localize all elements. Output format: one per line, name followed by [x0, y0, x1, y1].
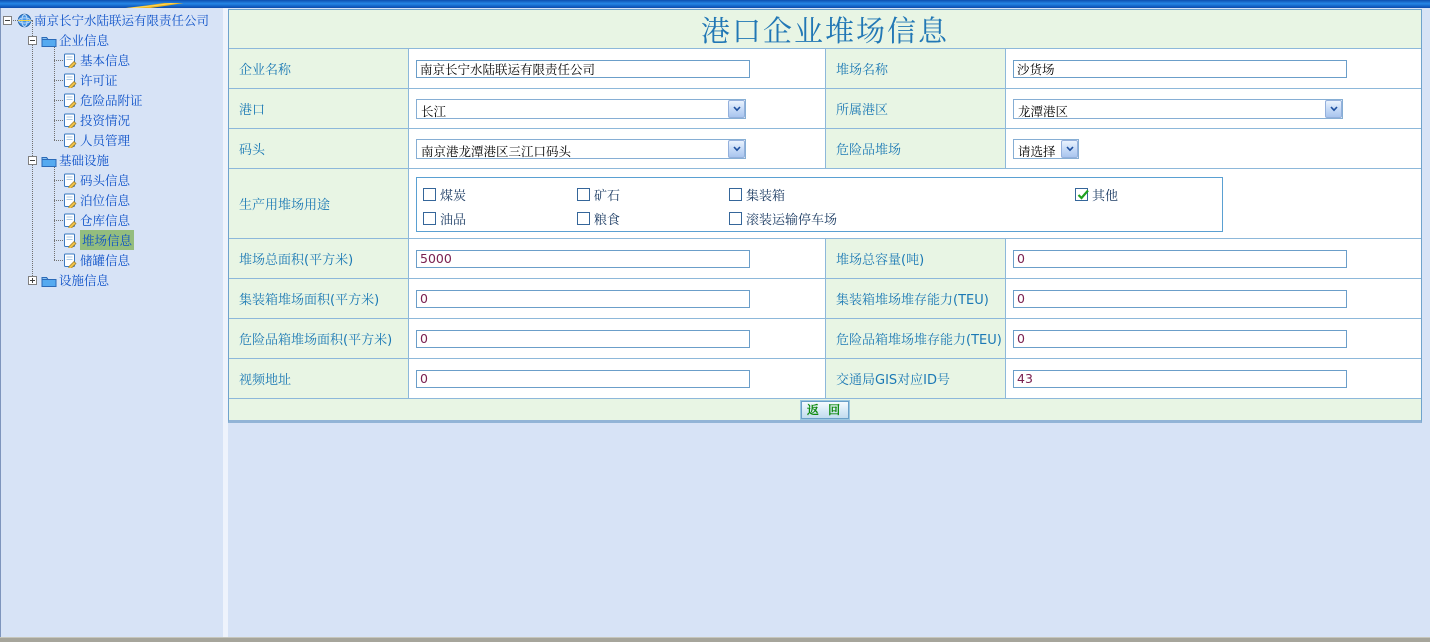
- chevron-down-icon[interactable]: [1325, 100, 1342, 118]
- expand-plus-icon[interactable]: [28, 276, 37, 285]
- dangerous-yard-label: 危险品堆场: [826, 129, 1006, 168]
- checkbox-icon[interactable]: [729, 212, 742, 225]
- usage-option-coal[interactable]: [423, 185, 466, 204]
- gis-id-label: 交通局GIS对应ID号: [826, 359, 1006, 398]
- top-banner-strip: [0, 0, 1430, 8]
- yard-info-form: [228, 9, 1422, 423]
- tree-connector: [54, 120, 63, 121]
- document-edit-icon: [63, 233, 78, 248]
- checkbox-icon[interactable]: [423, 188, 436, 201]
- tree-item-tank-info[interactable]: [63, 250, 130, 270]
- total-capacity-input[interactable]: [1013, 250, 1347, 268]
- tree-group-label[interactable]: 设施信息: [59, 273, 110, 288]
- port-select[interactable]: [416, 99, 746, 119]
- checkbox-label: 煤炭: [440, 189, 467, 204]
- usage-option-grain[interactable]: [577, 209, 620, 228]
- checkbox-label: 集装箱: [746, 189, 786, 204]
- total-capacity-label: 堆场总容量(吨): [826, 239, 1006, 278]
- tree-item-warehouse-info[interactable]: [63, 210, 130, 230]
- port-area-select-value: 龙潭港区: [1018, 103, 1069, 118]
- collapse-expander-icon[interactable]: [3, 16, 12, 25]
- document-edit-icon: [63, 253, 78, 268]
- gis-id-input[interactable]: [1013, 370, 1347, 388]
- dangerous-yard-select[interactable]: [1013, 139, 1079, 159]
- document-edit-icon: [63, 53, 78, 68]
- dg-capacity-input[interactable]: [1013, 330, 1347, 348]
- company-name-label: 企业名称: [229, 49, 409, 88]
- form-row-port: [229, 89, 1421, 129]
- wharf-label: 码头: [229, 129, 409, 168]
- form-row-usage: [229, 169, 1421, 239]
- folder-icon: [41, 154, 57, 167]
- tree-connector: [54, 180, 63, 181]
- video-url-label: 视频地址: [229, 359, 409, 398]
- tree-connector: [54, 140, 63, 141]
- container-area-input[interactable]: [416, 290, 750, 308]
- document-edit-icon: [63, 193, 78, 208]
- tree-item-label[interactable]: 投资情况: [80, 113, 131, 128]
- port-area-select[interactable]: [1013, 99, 1343, 119]
- tree-item-wharf-info[interactable]: [63, 170, 130, 190]
- usage-checkbox-group: [416, 177, 1223, 232]
- port-select-value: 长江: [421, 103, 447, 118]
- tree-group-facility-info[interactable]: [28, 270, 109, 290]
- dg-area-label: 危险品箱堆场面积(平方米): [229, 319, 409, 358]
- form-row-video-gis: [229, 359, 1421, 399]
- checkbox-icon[interactable]: [423, 212, 436, 225]
- tree-group-label[interactable]: 企业信息: [59, 33, 110, 48]
- form-button-row: [229, 399, 1421, 420]
- collapse-expander-icon[interactable]: [28, 156, 37, 165]
- usage-option-oil[interactable]: [423, 209, 466, 228]
- checkbox-icon[interactable]: [577, 212, 590, 225]
- document-edit-icon: [63, 73, 78, 88]
- form-row-container: [229, 279, 1421, 319]
- tree-item-dangerous-goods-cert[interactable]: [63, 90, 143, 110]
- wharf-select-value: 南京港龙潭港区三江口码头: [421, 143, 572, 158]
- tree-item-investment[interactable]: [63, 110, 130, 130]
- company-name-input[interactable]: [416, 60, 750, 78]
- tree-item-berth-info[interactable]: [63, 190, 130, 210]
- wharf-select[interactable]: [416, 139, 746, 159]
- document-edit-icon: [63, 133, 78, 148]
- checkbox-icon[interactable]: [577, 188, 590, 201]
- tree-item-license[interactable]: [63, 70, 118, 90]
- dg-area-input[interactable]: [416, 330, 750, 348]
- tree-item-basic-info[interactable]: [63, 50, 130, 70]
- folder-icon: [41, 274, 57, 287]
- tree-connector: [54, 100, 63, 101]
- checkbox-label: 矿石: [594, 189, 621, 204]
- port-area-label: 所属港区: [826, 89, 1006, 128]
- form-title-row: [229, 10, 1421, 49]
- form-row-names: [229, 49, 1421, 89]
- page-title: 港口企业堆场信息: [700, 13, 949, 48]
- port-label: 港口: [229, 89, 409, 128]
- chevron-down-icon[interactable]: [1061, 140, 1078, 158]
- tree-item-label[interactable]: 泊位信息: [80, 193, 131, 208]
- tree-item-label[interactable]: 码头信息: [80, 173, 131, 188]
- navigation-tree-sidebar: [0, 8, 223, 637]
- tree-item-label[interactable]: 仓库信息: [80, 213, 131, 228]
- tree-connector: [54, 200, 63, 201]
- tree-item-label[interactable]: 储罐信息: [80, 253, 131, 268]
- tree-item-label[interactable]: 危险品附证: [80, 93, 143, 108]
- form-row-wharf: [229, 129, 1421, 169]
- globe-icon: [17, 13, 32, 28]
- tree-item-label[interactable]: 许可证: [80, 73, 118, 88]
- usage-option-container[interactable]: [729, 185, 785, 204]
- checkbox-label: 油品: [440, 213, 467, 228]
- yard-name-label: 堆场名称: [826, 49, 1006, 88]
- document-edit-icon: [63, 93, 78, 108]
- tree-root-company[interactable]: [3, 10, 209, 30]
- form-row-area-capacity: [229, 239, 1421, 279]
- checkbox-label: 粮食: [594, 213, 621, 228]
- folder-icon: [41, 34, 57, 47]
- document-edit-icon: [63, 213, 78, 228]
- tree-item-yard-info-selected[interactable]: [63, 230, 134, 250]
- tree-connector: [54, 162, 55, 260]
- tree-group-enterprise-info[interactable]: [28, 30, 109, 50]
- tree-connector: [54, 260, 63, 261]
- total-area-label: 堆场总面积(平方米): [229, 239, 409, 278]
- tree-item-label[interactable]: 人员管理: [80, 133, 131, 148]
- chevron-down-icon[interactable]: [728, 140, 745, 158]
- tree-connector: [54, 220, 63, 221]
- tree-group-label[interactable]: 基础设施: [59, 153, 110, 168]
- checkbox-checked-icon[interactable]: [1075, 188, 1088, 201]
- tree-item-label-selected[interactable]: 堆场信息: [80, 230, 134, 250]
- tree-connector: [54, 60, 63, 61]
- yard-name-input[interactable]: [1013, 60, 1347, 78]
- container-capacity-label: 集装箱堆场堆存能力(TEU): [826, 279, 1006, 318]
- checkbox-label: 滚装运输停车场: [746, 213, 838, 228]
- tree-connector: [54, 42, 55, 140]
- document-edit-icon: [63, 173, 78, 188]
- back-button[interactable]: 返 回: [801, 401, 849, 419]
- tree-root-label[interactable]: 南京长宁水陆联运有限责任公司: [34, 13, 210, 28]
- tree-connector: [54, 240, 63, 241]
- collapse-expander-icon[interactable]: [28, 36, 37, 45]
- chevron-down-icon[interactable]: [728, 100, 745, 118]
- video-url-input[interactable]: [416, 370, 750, 388]
- checkbox-icon[interactable]: [729, 188, 742, 201]
- usage-option-roro-parking[interactable]: [729, 209, 837, 228]
- dg-capacity-label: 危险品箱堆场堆存能力(TEU): [826, 319, 1006, 358]
- tree-group-infrastructure[interactable]: [28, 150, 109, 170]
- container-capacity-input[interactable]: [1013, 290, 1347, 308]
- document-edit-icon: [63, 113, 78, 128]
- usage-option-other[interactable]: [1075, 185, 1118, 204]
- form-row-dangerous: [229, 319, 1421, 359]
- main-content: [228, 8, 1430, 637]
- container-area-label: 集装箱堆场面积(平方米): [229, 279, 409, 318]
- dangerous-yard-select-value: 请选择: [1018, 143, 1056, 158]
- tree-item-personnel[interactable]: [63, 130, 130, 150]
- window-bottom-strip: [0, 637, 1430, 642]
- checkbox-label: 其他: [1092, 189, 1119, 204]
- total-area-input[interactable]: [416, 250, 750, 268]
- usage-option-ore[interactable]: [577, 185, 620, 204]
- tree-item-label[interactable]: 基本信息: [80, 53, 131, 68]
- usage-label: 生产用堆场用途: [229, 169, 409, 238]
- tree-connector: [54, 80, 63, 81]
